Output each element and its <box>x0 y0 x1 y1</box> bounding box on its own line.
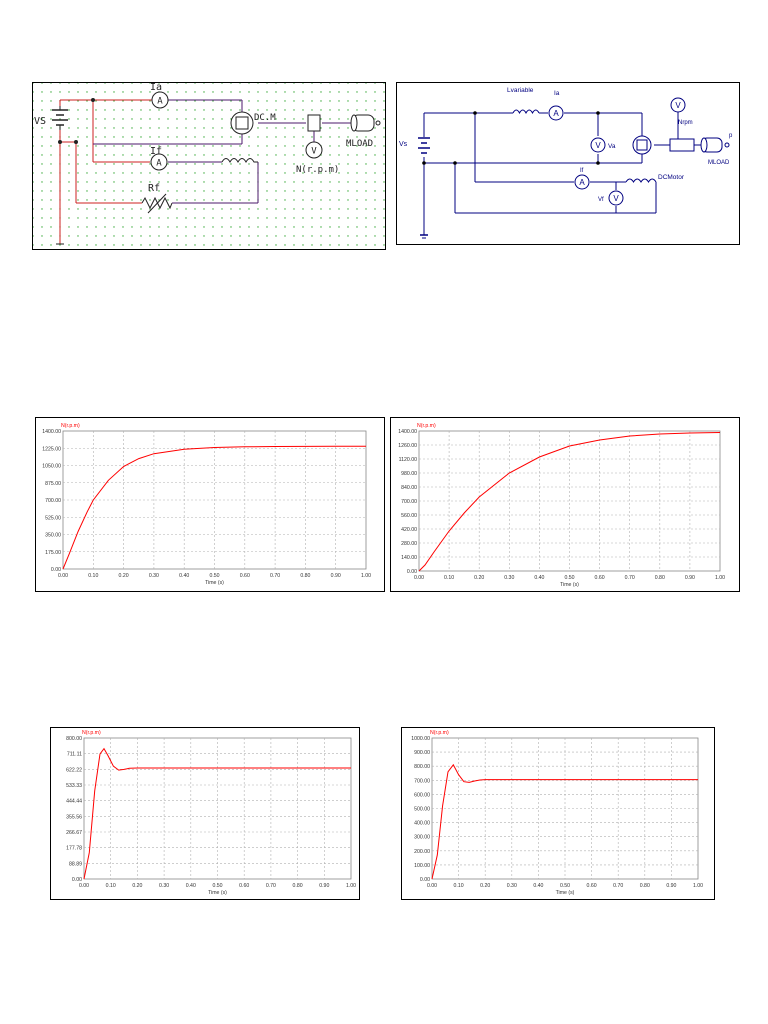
y-tick-label: 800.00 <box>414 764 430 771</box>
y-tick-label: 100.00 <box>414 862 430 869</box>
x-tick-label: 0.70 <box>624 575 635 581</box>
x-tick-label: 0.00 <box>78 883 90 889</box>
dc-motor-icon <box>231 112 253 134</box>
svg-text:V: V <box>595 141 601 150</box>
chart-3 <box>50 727 360 900</box>
y-tick-label: 1000.00 <box>411 736 430 742</box>
voltmeter-icon <box>591 138 605 152</box>
x-tick-label: 0.00 <box>413 575 425 581</box>
x-tick-label: 0.10 <box>444 575 455 581</box>
x-tick-label: 0.40 <box>533 883 544 889</box>
y-axis-label: N(r.p.m) <box>417 423 436 429</box>
x-tick-label: 0.80 <box>639 883 650 889</box>
ia-label: Ia <box>554 90 560 97</box>
y-tick-label: 711.11 <box>66 751 82 758</box>
x-tick-label: 0.60 <box>239 573 250 579</box>
x-tick-label: 0.20 <box>118 573 129 579</box>
x-tick-label: 0.40 <box>185 883 196 889</box>
y-tick-label: 300.00 <box>414 834 430 841</box>
y-tick-label: 600.00 <box>414 792 430 799</box>
chart-2 <box>390 417 740 592</box>
y-tick-label: 622.22 <box>66 767 82 774</box>
x-tick-label: 0.10 <box>105 883 116 889</box>
y-tick-label: 140.00 <box>401 555 417 561</box>
speed-sensor-icon <box>670 139 694 151</box>
svg-text:V: V <box>613 194 619 203</box>
svg-text:A: A <box>156 158 162 169</box>
p-label: p <box>729 133 733 139</box>
y-tick-label: 420.00 <box>401 527 417 533</box>
x-tick-label: 0.70 <box>270 573 281 579</box>
y-tick-label: 500.00 <box>414 806 430 813</box>
y-tick-label: 700.00 <box>401 499 417 505</box>
y-axis-label: N(r.p.m) <box>82 730 101 736</box>
chart-1 <box>35 417 385 592</box>
nrpm-label: Nrpm <box>678 120 693 126</box>
svg-text:A: A <box>553 109 559 118</box>
y-tick-label: 533.33 <box>66 783 82 789</box>
x-tick-label: 0.50 <box>209 573 220 579</box>
y-tick-label: 1225.00 <box>42 446 61 453</box>
motor-label: DC.M <box>254 113 276 123</box>
x-tick-label: 0.80 <box>654 575 665 581</box>
speed-chart-4 <box>401 727 715 900</box>
y-tick-label: 560.00 <box>401 513 417 519</box>
y-tick-label: 400.00 <box>414 820 430 827</box>
x-tick-label: 0.00 <box>57 573 69 579</box>
x-tick-label: 1.00 <box>345 883 357 889</box>
y-tick-label: 980.00 <box>401 471 417 477</box>
y-tick-label: 875.00 <box>45 480 61 487</box>
x-tick-label: 0.60 <box>594 575 605 581</box>
y-tick-label: 700.00 <box>414 778 430 785</box>
x-tick-label: 1.00 <box>714 575 726 581</box>
schematic-right <box>396 82 740 245</box>
x-tick-label: 1.00 <box>360 573 372 579</box>
x-tick-label: 0.80 <box>292 883 303 889</box>
y-tick-label: 525.00 <box>45 515 61 522</box>
x-tick-label: 0.90 <box>319 883 330 889</box>
y-tick-label: 1400.00 <box>42 429 61 435</box>
y-tick-label: 840.00 <box>401 485 417 491</box>
x-tick-label: 0.20 <box>474 575 485 581</box>
y-tick-label: 0.00 <box>50 567 61 573</box>
x-tick-label: 0.70 <box>613 883 624 889</box>
svg-text:V: V <box>675 101 681 110</box>
x-tick-label: 0.50 <box>212 883 223 889</box>
y-axis-label: N(r.p.m) <box>61 423 80 429</box>
y-tick-label: 1260.00 <box>398 443 417 449</box>
vs-label: Vs <box>399 141 408 148</box>
x-tick-label: 0.50 <box>564 575 575 581</box>
vs-label: VS <box>34 116 47 127</box>
mload-label: MLOAD <box>346 139 374 149</box>
x-tick-label: 0.40 <box>534 575 545 581</box>
y-tick-label: 350.00 <box>45 532 61 539</box>
y-tick-label: 175.00 <box>45 549 61 556</box>
x-tick-label: 0.30 <box>504 575 515 581</box>
schematic-left <box>32 82 386 250</box>
y-tick-label: 700.00 <box>45 498 61 504</box>
y-tick-label: 900.00 <box>414 750 430 757</box>
x-tick-label: 0.90 <box>330 573 341 579</box>
ia-label: Ia <box>150 82 163 93</box>
x-axis-label: Time (s) <box>555 890 575 896</box>
ammeter-icon <box>575 175 589 189</box>
vf-label: Vf <box>598 197 604 203</box>
y-tick-label: 0.00 <box>71 877 82 883</box>
x-tick-label: 0.00 <box>426 883 438 889</box>
x-tick-label: 0.30 <box>148 573 159 579</box>
y-tick-label: 0.00 <box>419 877 430 883</box>
y-tick-label: 800.00 <box>66 736 82 742</box>
if-label: If <box>150 146 163 157</box>
y-tick-label: 1120.00 <box>398 457 417 463</box>
y-axis-label: N(r.p.m) <box>430 730 449 736</box>
voltmeter-icon <box>671 98 685 112</box>
x-tick-label: 0.20 <box>480 883 491 889</box>
y-tick-label: 1050.00 <box>42 463 61 470</box>
y-tick-label: 280.00 <box>401 541 417 547</box>
x-tick-label: 0.50 <box>559 883 571 889</box>
voltmeter-icon <box>609 191 623 205</box>
x-tick-label: 0.90 <box>666 883 677 889</box>
y-tick-label: 1400.00 <box>398 429 417 435</box>
if-label: If <box>580 168 584 174</box>
y-tick-label: 355.56 <box>66 814 82 821</box>
speed-label: N(r.p.m) <box>296 165 340 175</box>
x-axis-label: Time (s) <box>560 582 579 588</box>
x-tick-label: 0.40 <box>179 573 190 579</box>
x-tick-label: 0.20 <box>132 883 143 889</box>
y-tick-label: 444.44 <box>66 798 82 805</box>
y-tick-label: 200.00 <box>414 848 430 855</box>
ammeter-icon <box>549 106 563 120</box>
rf-label: Rf <box>148 183 161 194</box>
x-tick-label: 0.60 <box>586 883 597 889</box>
lvariable-label: Lvariable <box>507 87 534 94</box>
voltmeter-icon <box>306 142 322 158</box>
chart-4 <box>401 727 715 900</box>
motor-label: DCMotor <box>658 174 685 181</box>
x-tick-label: 1.00 <box>692 883 704 889</box>
x-tick-label: 0.30 <box>159 883 170 889</box>
speed-sensor-icon <box>308 115 320 131</box>
svg-text:V: V <box>311 146 317 157</box>
x-tick-label: 0.60 <box>239 883 250 889</box>
x-tick-label: 0.10 <box>453 883 464 889</box>
y-tick-label: 177.78 <box>66 845 82 852</box>
x-tick-label: 0.70 <box>265 883 276 889</box>
mload-label: MLOAD <box>708 160 730 166</box>
x-tick-label: 0.90 <box>684 575 695 581</box>
svg-text:A: A <box>157 96 163 107</box>
speed-chart-3 <box>50 727 360 900</box>
va-label: Va <box>608 143 616 150</box>
speed-chart-2 <box>390 417 740 592</box>
x-axis-label: Time (s) <box>205 580 224 586</box>
dc-motor-icon <box>633 136 651 154</box>
svg-text:A: A <box>579 178 585 187</box>
x-tick-label: 0.30 <box>506 883 517 889</box>
x-tick-label: 0.10 <box>88 573 99 579</box>
y-tick-label: 88.89 <box>69 861 82 868</box>
y-tick-label: 0.00 <box>406 569 417 575</box>
x-axis-label: Time (s) <box>208 890 227 896</box>
ammeter-icon <box>152 92 168 108</box>
y-tick-label: 266.67 <box>66 830 82 836</box>
speed-chart-1 <box>35 417 385 592</box>
x-tick-label: 0.80 <box>300 573 311 579</box>
